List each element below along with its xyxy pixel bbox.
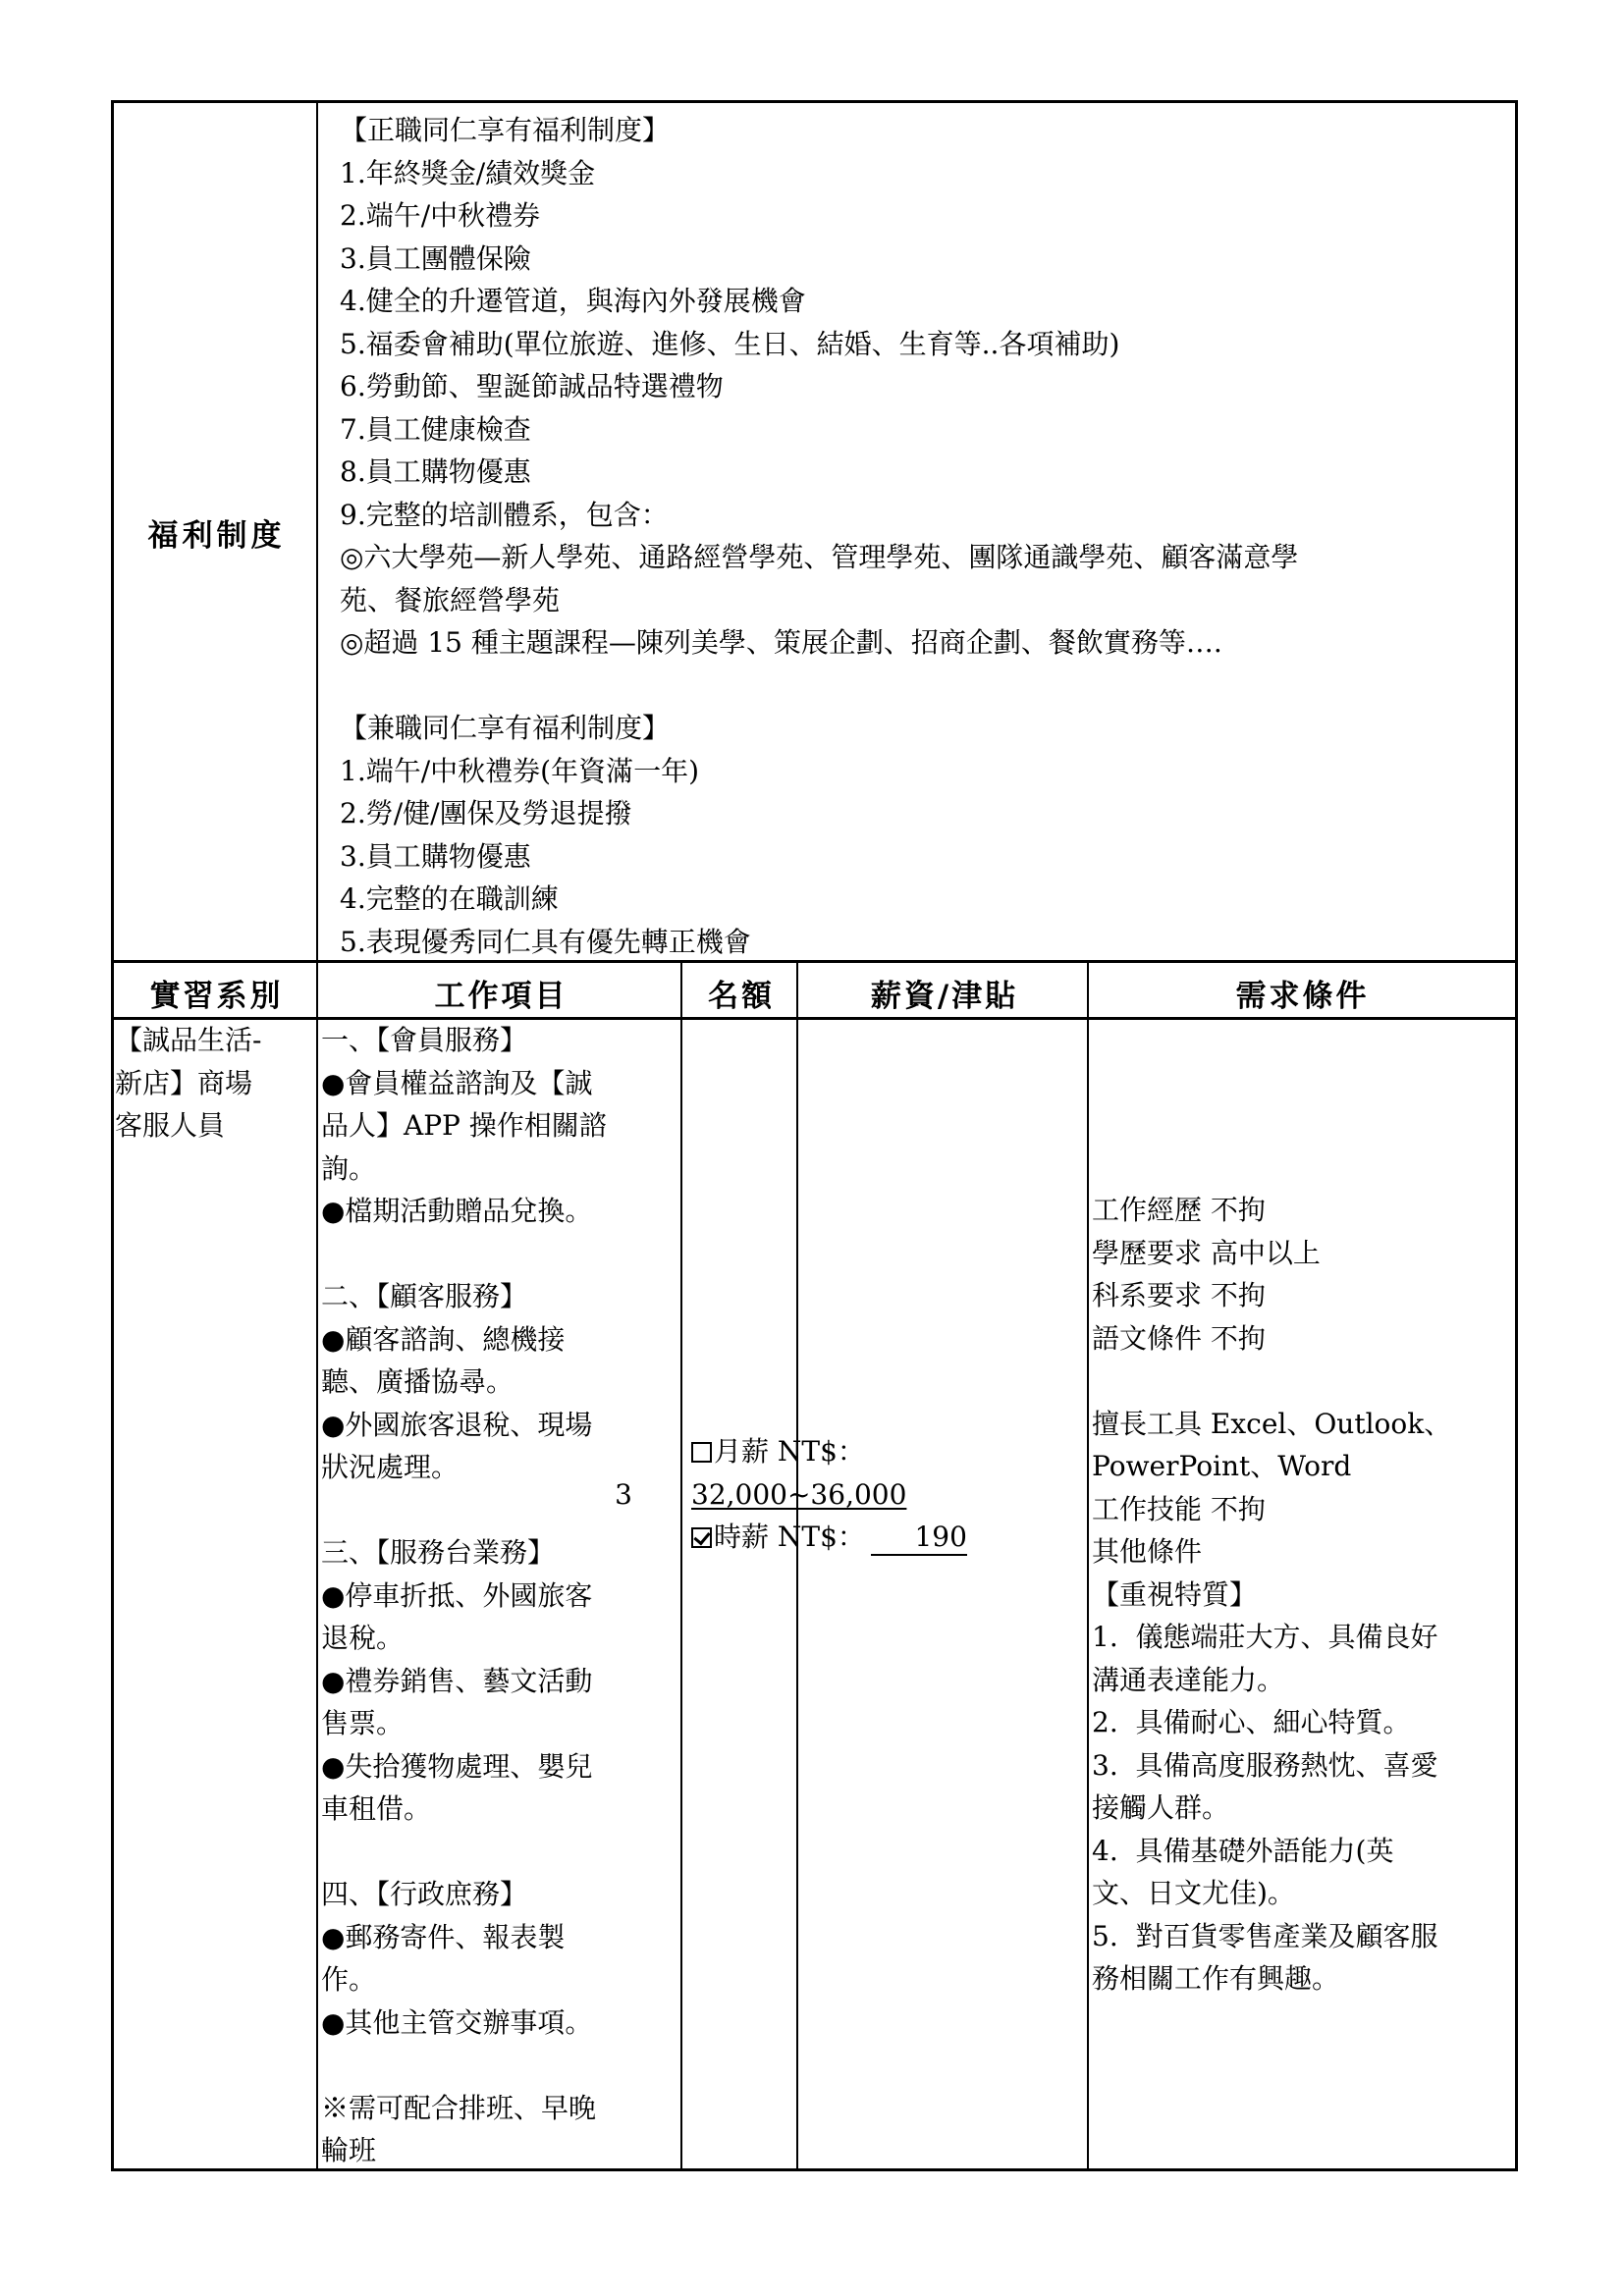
header-salary: 薪資/津貼 [870,979,1019,1014]
task-line: 一、【會員服務】 [321,1024,528,1056]
task-line: 品人】APP 操作相關諮 [321,1109,607,1142]
requirement-line: 2. 具備耐心、細心特質。 [1092,1706,1411,1738]
task-line [321,2044,677,2087]
requirement-line [1092,1360,1514,1403]
task-line: 售票。 [321,1707,405,1739]
requirement-line: 語文條件 不拘 [1092,1321,1266,1355]
salary-monthly [691,1430,986,1473]
task-line: 狀況處理。 [321,1451,460,1483]
requirement-line: 1. 儀態端莊大方、具備良好 [1092,1621,1438,1653]
task-line: 作。 [321,1963,377,1996]
benefit-line: 5.福委會補助(單位旅遊、進修、生日、結婚、生育等..各項補助) [340,327,1120,360]
task-line: 四、【行政庶務】 [321,1878,528,1910]
requirement-line: 3. 具備高度服務熱忱、喜愛 [1092,1748,1438,1782]
benefit-line: 8.員工購物優惠 [340,455,531,488]
task-line: 三、【服務台業務】 [321,1536,556,1569]
salary-hourly [691,1516,986,1559]
dept-line: 新店】商場 [115,1066,253,1099]
benefit-line: 6.勞動節、聖誕節誠品特選禮物 [340,370,724,402]
requirement-line: PowerPoint、Word [1092,1450,1352,1482]
monthly-checkbox[interactable] [691,1442,712,1463]
task-line: ●顧客諮詢、總機接 [321,1322,566,1356]
benefit-line: 7.員工健康檢查 [340,412,531,446]
task-line: 聽、廣播協尋。 [321,1365,514,1398]
benefit-line: 苑、餐旅經營學苑 [340,583,561,616]
task-line: ●失拾獲物處理、嬰兒 [321,1749,593,1783]
task-line [321,1831,677,1874]
task-line: 二、【顧客服務】 [321,1280,528,1312]
benefit-line: 3.員工購物優惠 [340,839,531,873]
task-line: 詢。 [321,1151,377,1185]
benefit-line: 5.表現優秀同仁具有優先轉正機會 [340,925,751,958]
header-dept: 實習系別 [149,979,284,1014]
benefit-line: 1.端午/中秋禮券(年資滿一年) [340,754,699,787]
task-line: 車租借。 [321,1792,432,1825]
benefit-line: 3.員工團體保險 [340,241,531,275]
task-line [321,1233,677,1276]
benefit-line: 2.端午/中秋禮券 [340,199,541,232]
benefit-line: 9.完整的培訓體系，包含： [340,498,669,531]
monthly-label: 月薪 NT$： [714,1435,865,1468]
tasks-cell [321,1019,677,2172]
requirement-line: 科系要求 不拘 [1092,1279,1266,1311]
task-line: ※需可配合排班、早晚 [321,2091,597,2124]
benefit-line: 2.勞/健/團保及勞退提撥 [340,797,632,829]
header-count: 名額 [708,979,775,1014]
requirement-line: 4. 具備基礎外語能力(英 [1092,1834,1394,1867]
requirement-line: 工作技能 不拘 [1092,1492,1266,1525]
benefits-content [340,109,1508,963]
salary-cell [691,1430,986,1559]
benefit-line: 4.健全的升遷管道，與海內外發展機會 [340,285,806,317]
requirement-line: 溝通表達能力。 [1092,1663,1285,1696]
requirement-line: 擅長工具 Excel、Outlook、 [1092,1407,1452,1440]
benefit-line: ◎六大學苑—新人學苑、通路經營學苑、管理學苑、團隊通識學苑、顧客滿意學 [340,541,1299,573]
requirement-line: 接觸人群。 [1092,1791,1230,1824]
dept-line: 客服人員 [115,1109,226,1142]
requirement-line: 【重視特質】 [1092,1577,1258,1611]
task-line: ●外國旅客退稅、現場 [321,1408,593,1441]
hourly-value: 190 [871,1521,967,1556]
benefit-line: ◎超過 15 種主題課程—陳列美學、策展企劃、招商企劃、餐飲實務等…. [340,626,1222,659]
task-line: ●會員權益諮詢及【誠 [321,1066,593,1099]
monthly-value: 32,000~36,000 [691,1477,907,1511]
benefit-line: 【正職同仁享有福利制度】 [340,114,671,146]
task-line: ●禮券銷售、藝文活動 [321,1664,593,1697]
benefit-line: 4.完整的在職訓練 [340,882,559,915]
header-requirements: 需求條件 [1235,979,1370,1014]
task-line: ●停車折抵、外國旅客 [321,1578,593,1612]
task-line: 退稅。 [321,1622,405,1654]
dept-cell [115,1019,311,1148]
requirement-line: 5. 對百貨零售產業及顧客服 [1092,1919,1438,1952]
requirement-line: 文、日文尤佳)。 [1092,1877,1295,1909]
task-line: ●其他主管交辦事項。 [321,2005,593,2039]
task-line: 輪班 [321,2134,377,2166]
header-tasks: 工作項目 [434,979,568,1014]
requirement-line: 其他條件 [1092,1535,1203,1568]
requirements-cell [1092,1189,1514,2001]
benefit-line [340,665,1508,708]
requirement-line: 學歷要求 高中以上 [1092,1236,1321,1269]
requirement-line: 工作經歷 不拘 [1092,1194,1266,1226]
requirement-line: 務相關工作有興趣。 [1092,1962,1340,1995]
task-line: ●檔期活動贈品兌換。 [321,1195,593,1227]
hourly-label: 時薪 NT$： [714,1521,865,1553]
task-line: ●郵務寄件、報表製 [321,1920,566,1953]
count-value: 3 [615,1478,632,1511]
benefits-label: 福利制度 [147,518,286,554]
dept-line: 【誠品生活- [115,1024,262,1056]
benefit-line: 【兼職同仁享有福利制度】 [340,712,671,744]
benefit-line: 1.年終獎金/績效獎金 [340,156,596,189]
hourly-checkbox[interactable] [691,1527,712,1548]
